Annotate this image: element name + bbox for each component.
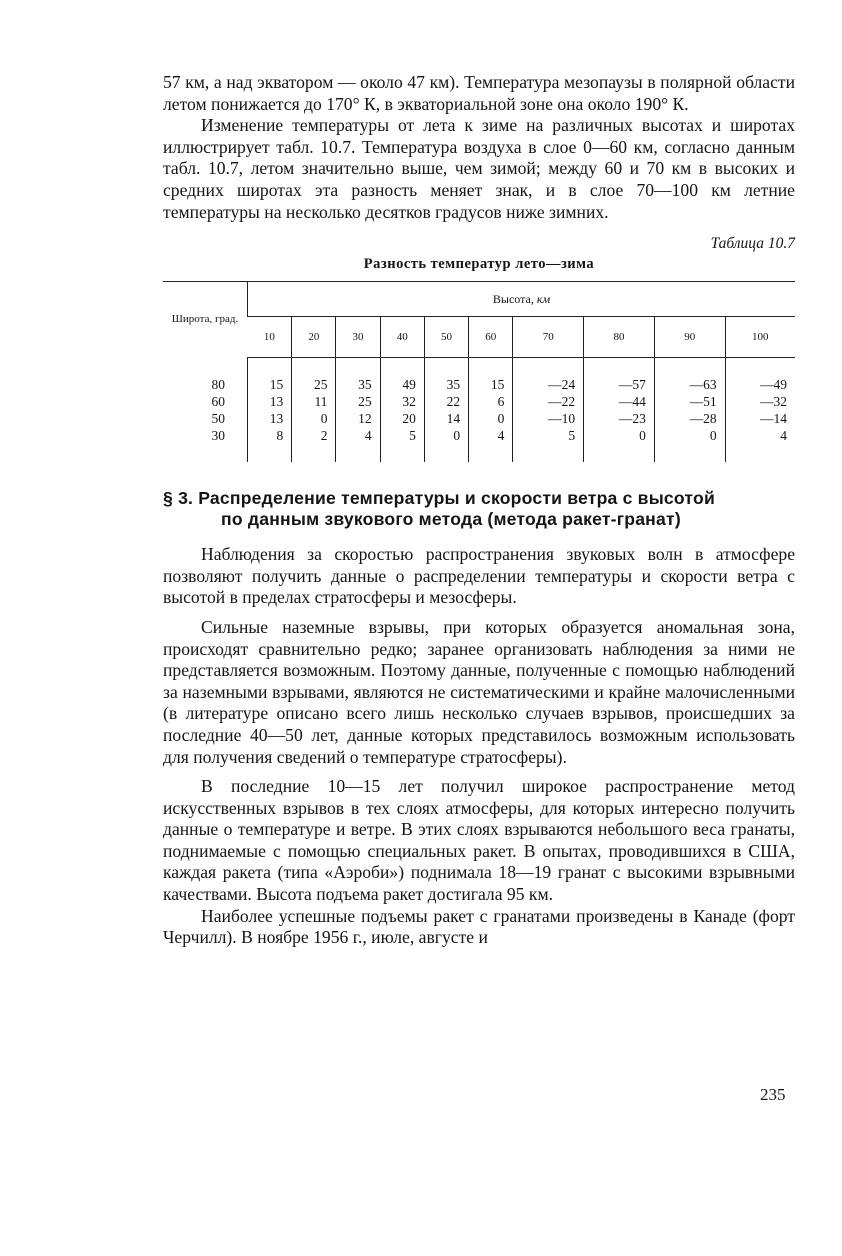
column-30km	[336, 376, 380, 444]
table-cell: 6	[497, 394, 505, 410]
column-20km	[292, 376, 336, 444]
section-heading-line1: § 3. Распределение температуры и скорости ветра с высотой	[163, 488, 715, 509]
table-cell: 4	[364, 428, 372, 444]
table-cell: 14	[446, 411, 461, 427]
table-cell: 49	[402, 377, 416, 393]
altitude-cell: 50	[424, 317, 468, 358]
table-title: Разность температур лето—зима	[363, 256, 595, 273]
altitude-cell: 90	[654, 317, 725, 358]
paragraph-rocket-grenades: В последние 10—15 лет получил широкое распространение метод искусственных взрывов в тех слоях атмосферы, для которых интересно получить данные о температуре и ветре. В этих слоях взрываются небольшого веса гранаты, поднимаемые с помощью специальных ракет. В опытах, проводившихся в США, каждая ракета (типа «Аэроби») поднимала 18—19 гранат с высокими взрывными качествами. Высота подъема ракет достигала 95 км.	[163, 776, 795, 905]
paragraph-sound-waves: Наблюдения за скоростью распространения звуковых волн в атмосфере позволяют получить данные о распределении температуры и скорости ветра с высотой в пределах стратосферы и мезосферы.	[163, 544, 795, 608]
table-cell: 0	[453, 428, 461, 444]
table-cell: 0	[639, 428, 646, 444]
altitude-row	[163, 317, 795, 358]
paragraph-mesopause: 57 км, а над экватором — около 47 км). Температура мезопаузы в полярной области летом понижается до 170° К, в экваториальной зоне она около 190° К.	[163, 72, 795, 114]
table-cell: 35	[446, 377, 461, 393]
table-cell: 4	[780, 428, 787, 444]
page-number: 235	[760, 1085, 786, 1104]
altitude-cell: 10	[248, 317, 292, 358]
altitude-cell: 70	[513, 317, 584, 358]
temperature-difference-table	[163, 281, 795, 462]
table-cell: —10	[548, 411, 576, 427]
height-header-label: Высота,	[492, 291, 534, 306]
paragraph-ground-explosions: Сильные наземные взрывы, при которых образуется аномальная зона, происходят сравнительно редко; заранее организовать наблюдения за ними не представляется возможным. Поэтому данные, полученные с помощью наблюдений за наземными взрывами, являются не систематическими и крайне малочисленными (в литературе описано всего лишь несколько случаев взрывов, происшедших за последние 40—50 лет, данные которых представилось возможным использовать для получения сведений о температуре стратосферы).	[163, 616, 795, 767]
table-cell: —57	[618, 377, 646, 393]
table-cell: 13	[269, 411, 284, 427]
table-cell: —32	[760, 394, 787, 410]
table-cell: —23	[618, 411, 646, 427]
table-cell: 5	[568, 428, 576, 444]
table-cell: 25	[313, 377, 328, 393]
section-heading-line2: по данным звукового метода (метода ракет-гранат)	[221, 509, 681, 530]
table-spacer-row	[163, 444, 795, 462]
latitude-value: 60	[211, 394, 225, 410]
table-cell: —49	[760, 377, 787, 393]
table-cell: 15	[490, 377, 505, 393]
column-100km	[725, 376, 795, 444]
table-cell: 5	[409, 428, 416, 444]
table-cell: 0	[497, 411, 505, 427]
column-50km	[424, 376, 468, 444]
table-cell: 20	[402, 411, 416, 427]
column-40km	[380, 376, 424, 444]
altitude-cell: 40	[380, 317, 424, 358]
section-heading	[163, 488, 795, 530]
paragraph-canada: Наиболее успешные подъемы ракет с гранатами произведены в Канаде (форт Черчилл). В ноябре 1956 г., июле, августе и	[163, 905, 795, 948]
table-cell: —24	[548, 377, 576, 393]
paragraph-seasonal-change: Изменение температуры от лета к зиме на различных высотах и широтах иллюстрирует табл. 10.7. Температура воздуха в слое 0—60 км, согласно данным табл. 10.7, летом значительно выше, чем зимой; между 60 и 70 км в высоких и средних широтах эта разность меняет знак, и в слое 70—100 км летние температуры на несколько десятков градусов ниже зимних.	[163, 115, 795, 222]
table-cell: —28	[689, 411, 717, 427]
latitude-value: 80	[211, 377, 225, 393]
table-data-row	[163, 376, 795, 444]
table-header-row	[163, 282, 795, 317]
altitude-cell: 20	[292, 317, 336, 358]
table-cell: 25	[358, 394, 372, 410]
column-60km	[469, 376, 513, 444]
table-spacer-row	[163, 358, 795, 377]
table-cell: 2	[320, 428, 328, 444]
table-number: Таблица 10.7	[710, 235, 795, 253]
latitude-value: 50	[211, 411, 225, 427]
column-70km	[513, 376, 584, 444]
table-cell: 35	[358, 377, 372, 393]
table-cell: —44	[618, 394, 646, 410]
table-cell: 11	[314, 394, 328, 410]
table-cell: —63	[689, 377, 717, 393]
column-10km	[248, 376, 292, 444]
table-cell: 0	[709, 428, 717, 444]
altitude-cell: 60	[469, 317, 513, 358]
table-cell: 12	[358, 411, 372, 427]
altitude-cell: 30	[336, 317, 380, 358]
page-content	[163, 72, 795, 949]
table-cell: —14	[760, 411, 787, 427]
table-cell: 22	[446, 394, 461, 410]
table-cell: —51	[689, 394, 717, 410]
table-cell: 4	[497, 428, 505, 444]
column-80km	[584, 376, 655, 444]
table-cell: 0	[320, 411, 328, 427]
table-cell: 8	[276, 428, 284, 444]
height-header-unit: км	[536, 291, 551, 306]
latitude-header: Широта, град.	[163, 282, 248, 358]
table-cell: 32	[402, 394, 416, 410]
latitude-value: 30	[211, 428, 225, 444]
altitude-cell: 80	[584, 317, 655, 358]
table-cell: 13	[269, 394, 284, 410]
latitude-column	[163, 376, 248, 444]
column-90km	[654, 376, 725, 444]
height-header	[248, 282, 796, 317]
altitude-cell: 100	[725, 317, 795, 358]
table-cell: —22	[548, 394, 576, 410]
table-cell: 15	[269, 377, 284, 393]
